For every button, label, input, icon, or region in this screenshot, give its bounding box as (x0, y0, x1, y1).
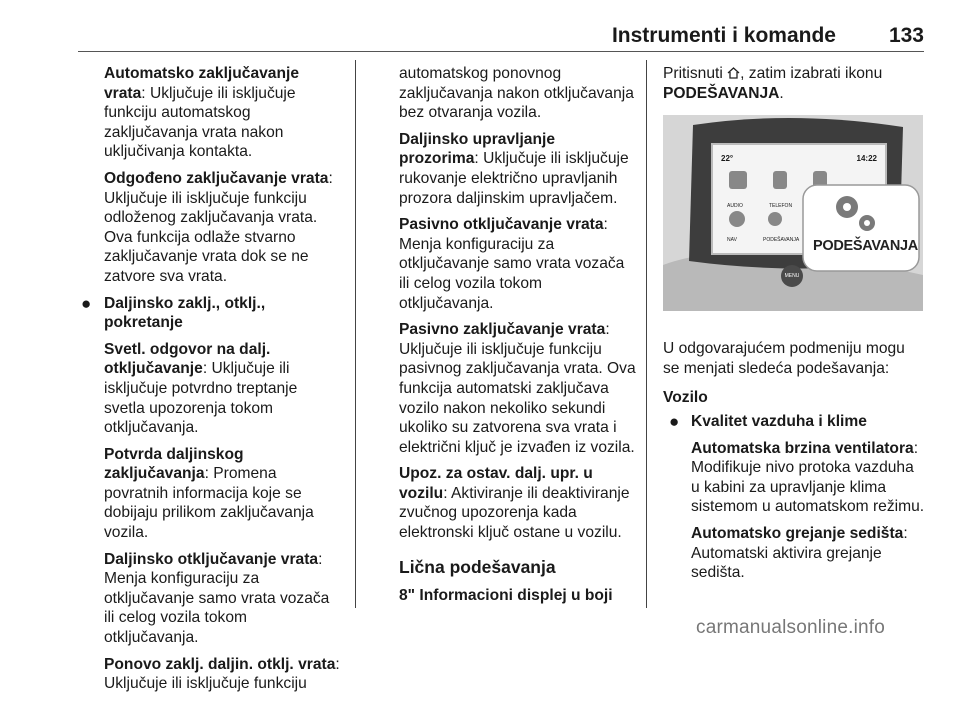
description: Menja konfiguraciju za otključavanje samo vrata vozača ili celog vozila tokom otključavanja. (399, 235, 625, 312)
definition: Ponovo zaklj. daljin. otklj. vrata: Uključuje ili isključuje funkciju (104, 655, 340, 693)
description: Uključuje ili isključuje funkciju odloženog zaključavanja vrata. Ova funkcija odlaže stvarno zaključavanje vrata dok se ne zatvore sva vrata. (104, 189, 318, 285)
column-divider (646, 60, 647, 608)
definition: Automatska brzina ventilatora: Modifikuje nivo protoka vazduha u kabini za upravljanje klima sistemom u automatskom režimu. (691, 439, 925, 516)
screen-time: 14:22 (856, 154, 877, 164)
subsection-heading: 8" Informacioni displej u boji (399, 586, 613, 604)
tile-label: PODEŠAVANJA (763, 237, 800, 244)
column-3 (663, 64, 925, 590)
column-1 (81, 64, 342, 701)
bullet-dot: ● (81, 293, 92, 313)
tile-label: NAV (727, 237, 737, 244)
definition: Daljinsko upravljanje prozorima: Uključuje ili isključuje rukovanje električno upravljanih prozora daljinskim upravljačem. (399, 130, 629, 207)
definition: Pasivno zaključavanje vrata: Uključuje ili isključuje funkciju pasivnog zaključavanja vrata. Ova funkcija automatski zaključava vozilo nakon nekoliko sekundi ukoliko su zatvorena sva vrata i električni ključ je izvađen iz vozila. (399, 321, 636, 456)
bullet-title: Kvalitet vazduha i klime (691, 412, 867, 430)
description: Aktiviranje ili deaktiviranje zvučnog upozorenja kada elektronski ključ ostane u vozilu. (399, 484, 630, 542)
description: Uključuje ili isključuje rukovanje električno upravljanih prozora daljinskim upravljačem. (399, 150, 629, 207)
definition: Pasivno otključavanje vrata: Menja konfiguraciju za otključavanje samo vrata vozača ili celog vozila tokom otključavanja. (399, 216, 625, 312)
settings-screen-photo (663, 115, 923, 311)
definition: Automatsko zaključavanje vrata: Uključuje ili isključuje funkciju automatskog zaključavanja vrata nakon uključivanja kontakta. (104, 65, 299, 161)
description: Uključuje ili isključuje funkciju pasivnog zaključavanja vrata. Ova funkcija automatski zaključava vozilo nakon nekoliko sekundi ukoliko su zatvorena sva vrata i električni ključ je izvađen iz vozila. (399, 340, 636, 456)
term: Upoz. za ostav. dalj. upr. u vozilu (399, 465, 593, 502)
definition: Daljinsko otključavanje vrata: Menja konfiguraciju za otključavanje samo vrata vozača ili celog vozila tokom otključavanja. (104, 550, 330, 647)
page-header (78, 24, 924, 52)
term: Odgođeno zaključavanje vrata (104, 169, 329, 187)
description: Automatski aktivira grejanje sedišta. (691, 544, 882, 582)
intro-text: Pritisnuti , zatim izabrati ikonu PODEŠAVANJA. (663, 65, 883, 102)
column-2 (399, 64, 637, 613)
screen-temp: 22° (721, 154, 734, 164)
term: Daljinsko upravljanje prozorima (399, 130, 555, 168)
description: Uključuje ili isključuje potvrdno treptanje svetla upozorenja tokom otključavanja. (104, 360, 298, 437)
header-rule (78, 51, 924, 52)
description: Promena povratnih informacija koje se dobijaju prilikom zaključavanja vozila. (104, 465, 314, 542)
definition: Potvrda daljinskog zaključavanja: Promena povratnih informacija koje se dobijaju prilikom zaključavanja vozila. (104, 445, 314, 542)
tile-label: TELEFON (769, 203, 793, 210)
column-divider (355, 60, 356, 608)
section-heading: Lična podešavanja (399, 556, 556, 577)
term: Daljinsko otključavanje vrata (104, 550, 319, 568)
term: Automatsko zaključavanje vrata (104, 65, 299, 102)
header-title: Instrumenti i komande (611, 24, 836, 47)
home-icon (727, 67, 740, 79)
section-label: Vozilo (663, 389, 708, 407)
bullet-sub-items (691, 439, 925, 583)
term: Automatska brzina ventilatora (691, 439, 914, 457)
description: Uključuje ili isključuje funkciju automatskog zaključavanja vrata nakon uključivanja kontakta. (104, 84, 296, 161)
tile-label: AUDIO (727, 203, 743, 210)
description: Uključuje ili isključuje funkciju (104, 675, 307, 693)
definition: Odgođeno zaključavanje vrata: Uključuje ili isključuje funkciju odloženog zaključavanja vrata. Ova funkcija odlaže stvarno zaključavanje vrata dok se ne zatvore sva vrata. (104, 169, 333, 285)
paragraph: U odgovarajućem podmeniju mogu se menjati sledeća podešavanja: (663, 340, 905, 377)
term: Potvrda daljinskog zaključavanja (104, 445, 244, 483)
settings-callout-label: PODEŠAVANJA (813, 238, 918, 255)
term: Pasivno zaključavanje vrata (399, 321, 606, 339)
bullet-title: Daljinsko zaklj., otklj., pokretanje (104, 294, 266, 332)
menu-button: MENU (781, 265, 803, 287)
bullet-dot: ● (669, 411, 680, 431)
term: Svetl. odgovor na dalj. otključavanje (104, 340, 271, 378)
definition: Svetl. odgovor na dalj. otključavanje: Uključuje ili isključuje potvrdno treptanje svetla upozorenja tokom otključavanja. (104, 340, 298, 437)
watermark: carmanualsonline.info (696, 617, 886, 638)
continued-text: automatskog ponovnog zaključavanja nakon otključavanja bez otvaranja vozila. (399, 65, 634, 122)
description: Menja konfiguraciju za otključavanje samo vrata vozača ili celog vozila tokom otključavanja. (104, 570, 330, 647)
definition: Upoz. za ostav. dalj. upr. u vozilu: Aktiviranje ili deaktiviranje zvučnog upozorenja kada elektronski ključ ostane u vozilu. (399, 465, 630, 542)
bullet-item (81, 293, 342, 333)
description: Modifikuje nivo protoka vazduha u kabini za upravljanje klima sistemom u automatskom režimu. (691, 459, 925, 516)
term: Pasivno otključavanje vrata (399, 216, 604, 234)
term: Automatsko grejanje sedišta (691, 524, 904, 542)
definition: Automatsko grejanje sedišta: Automatski aktivira grejanje sedišta. (691, 524, 908, 582)
bullet-item (669, 411, 925, 432)
term: Ponovo zaklj. daljin. otklj. vrata (104, 655, 336, 673)
page-number: 133 (888, 24, 924, 47)
